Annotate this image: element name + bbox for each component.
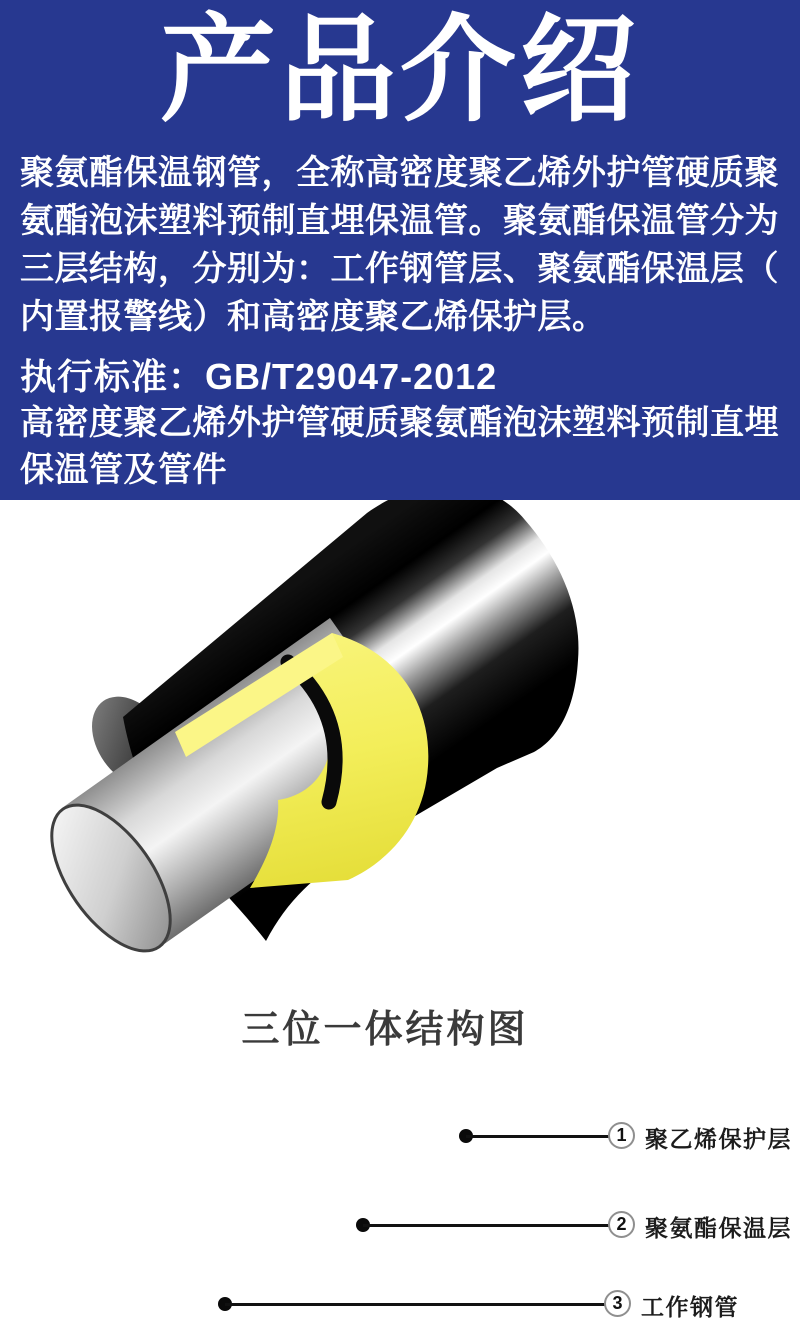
page-title: 产品介绍 <box>160 5 640 135</box>
leader-line-2 <box>363 1224 612 1227</box>
diagram-caption: 三位一体结构图 <box>241 1009 529 1051</box>
intro-line-3: 三层结构，分别为：工作钢管层、聚氨酯保温层（ <box>20 250 779 289</box>
standard-name-1: 高密度聚乙烯外护管硬质聚氨酯泡沫塑料预制直埋 <box>20 404 779 443</box>
intro-line-2: 氨酯泡沫塑料预制直埋保温管。聚氨酯保温管分为 <box>20 202 779 241</box>
label-number-3: 3 <box>604 1290 631 1317</box>
label-steel-pipe: 工作钢管 <box>641 1294 739 1320</box>
standard-name-2: 保温管及管件 <box>20 451 227 490</box>
hero-section <box>0 0 800 500</box>
label-number-2: 2 <box>608 1211 635 1238</box>
structure-diagram <box>0 500 800 1320</box>
label-outer-jacket: 聚乙烯保护层 <box>645 1126 792 1152</box>
label-number-1: 1 <box>608 1122 635 1149</box>
standard-block <box>20 353 780 494</box>
leader-line-3 <box>225 1303 607 1306</box>
label-insulation: 聚氨酯保温层 <box>645 1215 792 1241</box>
intro-line-1: 聚氨酯保温钢管，全称高密度聚乙烯外护管硬质聚 <box>20 154 779 193</box>
leader-line-1 <box>466 1135 612 1138</box>
standard-code: 执行标准：GB/T29047-2012 <box>20 356 498 398</box>
intro-paragraph <box>20 149 780 341</box>
intro-line-4: 内置报警线）和高密度聚乙烯保护层。 <box>20 298 607 337</box>
